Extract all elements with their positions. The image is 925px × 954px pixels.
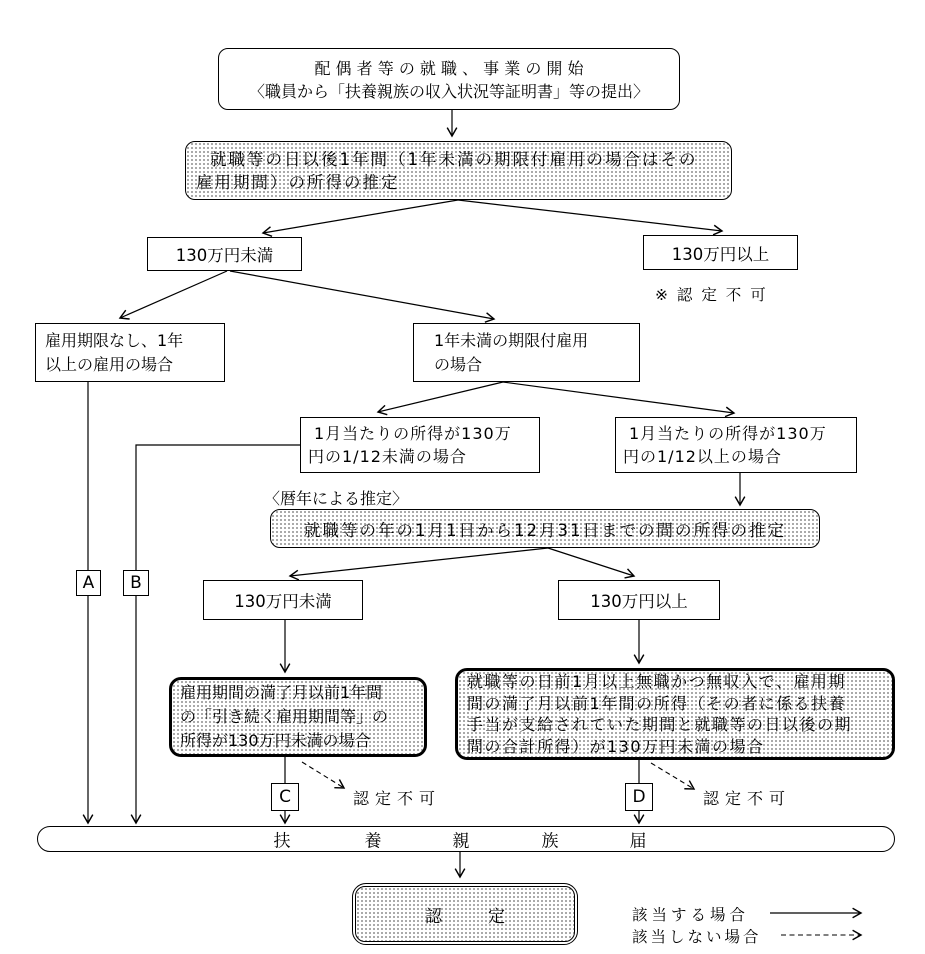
condition-d-line2: 間の満了月以前1年間の所得（その者に係る扶養 (467, 693, 847, 713)
estimate1-node (185, 141, 732, 200)
certified-node-inner (355, 886, 575, 942)
estimate1-line2: 雇用期間）の所得の推定 (196, 172, 400, 192)
condition-d-line1: 就職等の日前1月以上無職かつ無収入で、雇用期 (467, 672, 846, 691)
arrow-to-fixed-term (230, 271, 494, 319)
arrow-estimate1-to-under130 (263, 200, 458, 233)
certified-char-1: 認 (425, 906, 442, 927)
monthly-under-line1: 1月当たりの所得が130万 (314, 424, 512, 443)
calendar-estimate-label: 〈暦年による推定〉 (264, 489, 409, 508)
tag-d-label: D (632, 787, 646, 807)
band-char-3: 親 (452, 831, 470, 852)
start-node-line2: 〈職員から「扶養親族の収入状況等証明書」等の提出〉 (248, 82, 649, 101)
under130-first-label: 130万円未満 (175, 246, 274, 265)
condition-c-line1: 雇用期間の満了月以前1年間 (180, 683, 383, 702)
tag-a (76, 570, 101, 596)
certified-char-2: 定 (488, 906, 505, 927)
over130-first-label: 130万円以上 (671, 244, 770, 264)
start-node (218, 48, 680, 110)
arrow-to-no-term (120, 271, 227, 318)
under130-first-node (147, 237, 302, 271)
condition-c-line3: 所得が130万円未満の場合 (180, 731, 371, 750)
estimate1-line1: 就職等の日以後1年間（1年未満の期限付雇用の場合はその (210, 149, 698, 169)
no-term-node (35, 323, 225, 382)
fixed-term-line1: 1年未満の期限付雇用 (434, 330, 589, 350)
band-char-1: 扶 (273, 831, 291, 852)
over130-second-node (558, 580, 720, 620)
monthly-over-line1: 1月当たりの所得が130万 (629, 424, 827, 443)
over130-second-label: 130万円以上 (590, 592, 688, 611)
tag-c-label: C (279, 787, 291, 807)
condition-d-line4: 間の合計所得）が130万円未満の場合 (467, 736, 765, 756)
monthly-over-line2: 円の1/12以上の場合 (623, 447, 782, 466)
tag-b-label: B (130, 573, 142, 593)
tag-d (625, 783, 653, 811)
arrow-to-monthly-over (503, 382, 734, 413)
arrow-estimate1-to-over130 (458, 200, 722, 231)
not-certified-c-label: 認定不可 (353, 789, 442, 808)
fixed-term-line2: の場合 (434, 354, 483, 374)
under130-second-node (203, 580, 363, 620)
condition-c-line2: の「引き続く雇用期間等」の (180, 707, 389, 726)
dashed-arrow-not-certified-c (302, 762, 344, 788)
fuyou-shinzoku-todoke-band (37, 826, 895, 852)
monthly-over-node (615, 417, 857, 473)
band-char-5: 届 (629, 831, 647, 852)
no-term-line1: 雇用期限なし、1年 (45, 330, 184, 350)
tag-c (271, 783, 299, 811)
tag-b (123, 570, 149, 596)
monthly-under-line2: 円の1/12未満の場合 (308, 447, 467, 466)
arrow-estimate2-to-under130 (290, 548, 548, 576)
condition-d-node (455, 668, 895, 760)
estimate2-label: 就職等の年の1月1日から12月31日までの間の所得の推定 (304, 520, 786, 540)
certified-node (352, 883, 578, 945)
monthly-under-node (300, 417, 540, 473)
band-char-2: 養 (364, 831, 382, 852)
not-certified-d-label: 認定不可 (703, 789, 792, 808)
legend-no-match-label: 該当しない場合 (632, 928, 762, 946)
condition-c-node (169, 677, 427, 757)
dashed-arrow-not-certified-d (651, 763, 694, 789)
band-char-4: 族 (541, 831, 559, 852)
legend-match-label: 該当する場合 (632, 906, 750, 924)
over130-first-node (643, 235, 798, 270)
start-node-line1: 配 偶 者 等 の 就 職 、 事 業 の 開 始 (314, 59, 584, 78)
arrow-to-monthly-under (378, 382, 503, 412)
arrow-estimate2-to-over130 (548, 548, 634, 576)
tag-a-label: A (82, 573, 95, 593)
under130-second-label: 130万円未満 (234, 592, 332, 611)
fixed-term-node (413, 323, 640, 382)
estimate2-node (270, 509, 820, 548)
no-term-line2: 以上の雇用の場合 (45, 354, 174, 374)
not-certified-note: ※ 認 定 不 可 (655, 286, 768, 304)
condition-d-line3: 手当が支給されていた期間と就職等の日以後の期 (467, 715, 853, 734)
